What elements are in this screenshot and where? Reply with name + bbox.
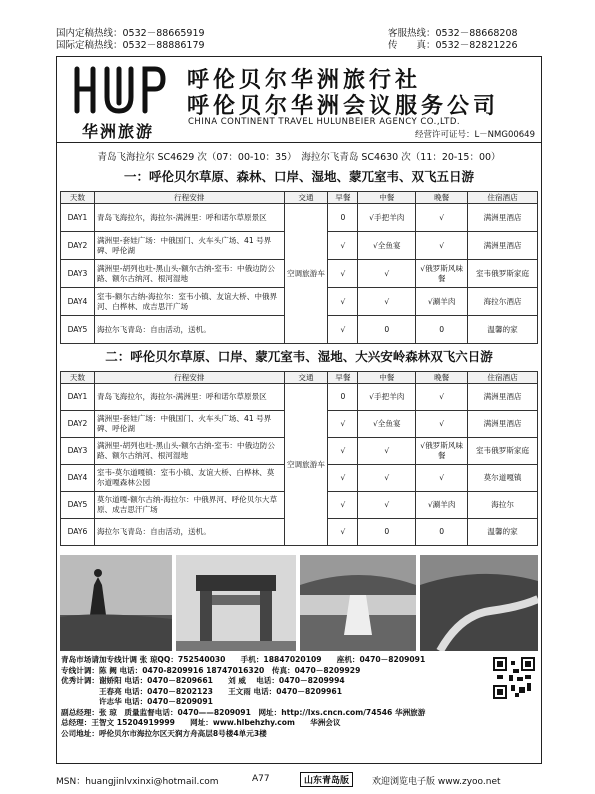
service-hotline-label: 客服热线：: [388, 28, 436, 39]
day-cell: DAY5: [61, 316, 95, 344]
column-header: 天数: [61, 372, 95, 384]
column-header: 天数: [61, 192, 95, 204]
company-name-english: CHINA CONTINENT TRAVEL HULUNBEIER AGENCY CO.,LTD.: [188, 117, 461, 127]
breakfast-cell: 0: [328, 204, 358, 232]
day-cell: DAY1: [61, 204, 95, 232]
hotel-cell: 室韦俄罗斯家庭: [468, 438, 538, 465]
itinerary-cell: 室韦-额尔古纳-海拉尔：室韦小镇、友谊大桥、中俄界河、白桦林、成吉思汗广场: [94, 288, 284, 316]
column-header: 住宿酒店: [468, 192, 538, 204]
footer-line: 青岛市场请加专线计调 张 琼QQ：752540030 手机：18847020109 座机：0470－8209091: [61, 655, 426, 664]
lunch-cell: √: [358, 492, 416, 519]
lunch-cell: 0: [358, 519, 416, 546]
footer-line: 副总经理：张 琼 质量监督电话：0470——8209091 网址：http://lxs.cncn.com/74546 华洲旅游: [61, 707, 426, 717]
column-header: 早餐: [328, 192, 358, 204]
international-hotline-label: 国际定稿热线：: [56, 40, 123, 51]
msn-contact: MSN：huangjinlvxinxi@hotmail.com: [56, 777, 219, 787]
table-header-row: [61, 192, 538, 204]
photo-strip: [60, 555, 538, 651]
lunch-cell: √手把羊肉: [358, 384, 416, 411]
day-cell: DAY1: [61, 384, 95, 411]
footer-line: 总经理：王智文 15204919999 网址：www.hlbehzhy.com 华洲会议: [61, 718, 341, 727]
breakfast-cell: √: [328, 260, 358, 288]
company-name-travel: 呼伦贝尔华洲旅行社: [187, 68, 422, 93]
breakfast-cell: √: [328, 492, 358, 519]
itinerary-cell: 满洲里-套娃广场：中俄国门、火车头广场、41 号界碑、呼伦湖: [94, 232, 284, 260]
dinner-cell: √俄罗斯风味餐: [416, 260, 468, 288]
dinner-cell: √: [416, 204, 468, 232]
table-header-row: [61, 372, 538, 384]
table-row: [61, 384, 538, 411]
photo-monument-lake: [300, 555, 416, 651]
dinner-cell: 0: [416, 316, 468, 344]
column-header: 交通: [284, 372, 328, 384]
breakfast-cell: √: [328, 288, 358, 316]
lunch-cell: √: [358, 465, 416, 492]
lunch-cell: √手把羊肉: [358, 204, 416, 232]
day-cell: DAY3: [61, 260, 95, 288]
dinner-cell: √: [416, 465, 468, 492]
column-header: 行程安排: [94, 372, 284, 384]
column-header: 交通: [284, 192, 328, 204]
qr-code-icon[interactable]: [493, 657, 535, 699]
itinerary-cell: 青岛飞海拉尔，海拉尔-满洲里：呼和诺尔草原景区: [94, 384, 284, 411]
dinner-cell: √: [416, 384, 468, 411]
logo-text: 华洲旅游: [81, 122, 154, 141]
service-hotline-phone: 0532－88668208: [435, 28, 518, 39]
dinner-cell: √涮羊肉: [416, 288, 468, 316]
hotel-cell: 海拉尔: [468, 492, 538, 519]
column-header: 行程安排: [94, 192, 284, 204]
ad-page: [56, 56, 542, 764]
hotel-cell: 温馨的家: [468, 316, 538, 344]
hotel-cell: 满洲里酒店: [468, 204, 538, 232]
logo-mark-icon: [63, 63, 173, 119]
day-cell: DAY3: [61, 438, 95, 465]
day-cell: DAY4: [61, 288, 95, 316]
itinerary-cell: 满洲里-套娃广场：中俄国门、火车头广场、41 号界碑、呼伦湖: [94, 411, 284, 438]
route-2-title: 二：呼伦贝尔草原、口岸、蒙兀室韦、湿地、大兴安岭森林双飞六日游: [105, 349, 493, 364]
footer-line: 专线计调：陈 阙 电话：0470-8209916 18747016320 传真：0470－8209929: [61, 665, 361, 675]
breakfast-cell: √: [328, 232, 358, 260]
column-header: 中餐: [358, 192, 416, 204]
hotel-cell: 室韦俄罗斯家庭: [468, 260, 538, 288]
dinner-cell: √俄罗斯风味餐: [416, 438, 468, 465]
itinerary-cell: 室韦-莫尔道嘎镇：室韦小镇、友谊大桥、白桦林、莫尔道嘎森林公园: [94, 465, 284, 492]
hotel-cell: 满洲里酒店: [468, 384, 538, 411]
breakfast-cell: √: [328, 438, 358, 465]
company-header: [57, 57, 541, 143]
fax-phone: 0532－82821226: [435, 40, 518, 51]
itinerary-cell: 满洲里-胡列也吐-黑山头-额尔古纳-室韦：中俄边防公路、额尔古纳河、根河湿地: [94, 438, 284, 465]
domestic-hotline-label: 国内定稿热线：: [56, 28, 123, 39]
hotel-cell: 满洲里酒店: [468, 411, 538, 438]
itinerary-cell: 海拉尔飞青岛：自由活动，送机。: [94, 519, 284, 546]
transport-cell: 空调旅游车: [284, 384, 328, 546]
photo-river-valley: [420, 555, 538, 651]
column-header: 晚餐: [416, 192, 468, 204]
edition-badge: 山东青岛版: [300, 772, 353, 787]
license-number: 经营许可证号：L－NMG00649: [414, 130, 535, 140]
column-header: 早餐: [328, 372, 358, 384]
column-header: 晚餐: [416, 372, 468, 384]
breakfast-cell: 0: [328, 384, 358, 411]
breakfast-cell: √: [328, 316, 358, 344]
itinerary-cell: 满洲里-胡列也吐-黑山头-额尔古纳-室韦：中俄边防公路、额尔古纳河、根河湿地: [94, 260, 284, 288]
day-cell: DAY5: [61, 492, 95, 519]
breakfast-cell: √: [328, 465, 358, 492]
breakfast-cell: √: [328, 519, 358, 546]
lunch-cell: √全鱼宴: [358, 411, 416, 438]
day-cell: DAY2: [61, 232, 95, 260]
itinerary-cell: 青岛飞海拉尔，海拉尔-满洲里：呼和诺尔草原景区: [94, 204, 284, 232]
international-hotline-phone: 0532－88886179: [122, 40, 205, 51]
day-cell: DAY4: [61, 465, 95, 492]
lunch-cell: 0: [358, 316, 416, 344]
breakfast-cell: √: [328, 411, 358, 438]
footer-line: 公司地址：呼伦贝尔市海拉尔区天润方舟高层8号楼4单元3楼: [61, 728, 267, 738]
dinner-cell: √涮羊肉: [416, 492, 468, 519]
lunch-cell: √: [358, 288, 416, 316]
column-header: 住宿酒店: [468, 372, 538, 384]
domestic-hotline-phone: 0532－88665919: [122, 28, 205, 39]
hotel-cell: 莫尔道嘎镇: [468, 465, 538, 492]
day-cell: DAY2: [61, 411, 95, 438]
contact-footer: [61, 655, 491, 739]
page-number: A77: [252, 774, 270, 784]
itinerary-cell: 海拉尔飞青岛：自由活动，送机。: [94, 316, 284, 344]
website-link[interactable]: 欢迎浏览电子版 www.zyoo.net: [372, 777, 501, 787]
footer-line: 优秀计调：谢娇阳 电话：0470－8209661 刘 威 电话：0470－8209994: [61, 676, 345, 685]
dinner-cell: 0: [416, 519, 468, 546]
transport-cell: 空调旅游车: [284, 204, 328, 344]
hotel-cell: 满洲里酒店: [468, 232, 538, 260]
company-name-conference: 呼伦贝尔华洲会议服务公司: [187, 94, 500, 119]
footer-line: 王春亮 电话：0470－8202123 王文雨 电话：0470－8209961: [61, 686, 342, 696]
route-1-table: [60, 191, 538, 344]
lunch-cell: √: [358, 260, 416, 288]
flight-info: 青岛飞海拉尔 SC4629 次（07：00-10：35） 海拉尔飞青岛 SC4630 次（11：20-15：00）: [97, 152, 501, 163]
photo-border-gate: [176, 555, 296, 651]
column-header: 中餐: [358, 372, 416, 384]
hotel-cell: 温馨的家: [468, 519, 538, 546]
footer-line: 许志华 电话：0470－8209091: [61, 697, 213, 706]
hotel-cell: 海拉尔酒店: [468, 288, 538, 316]
dinner-cell: √: [416, 411, 468, 438]
table-row: [61, 204, 538, 232]
route-1-title: 一：呼伦贝尔草原、森林、口岸、湿地、蒙兀室韦、双飞五日游: [123, 169, 474, 184]
company-logo: [63, 63, 173, 139]
day-cell: DAY6: [61, 519, 95, 546]
route-2-table: [60, 371, 538, 546]
dinner-cell: √: [416, 232, 468, 260]
lunch-cell: √全鱼宴: [358, 232, 416, 260]
itinerary-cell: 莫尔道嘎-额尔古纳-海拉尔：中俄界河、呼伦贝尔大草原、成吉思汗广场: [94, 492, 284, 519]
fax-label: 传 真：: [388, 40, 436, 51]
photo-grassland-statue: [60, 555, 172, 651]
lunch-cell: √: [358, 438, 416, 465]
